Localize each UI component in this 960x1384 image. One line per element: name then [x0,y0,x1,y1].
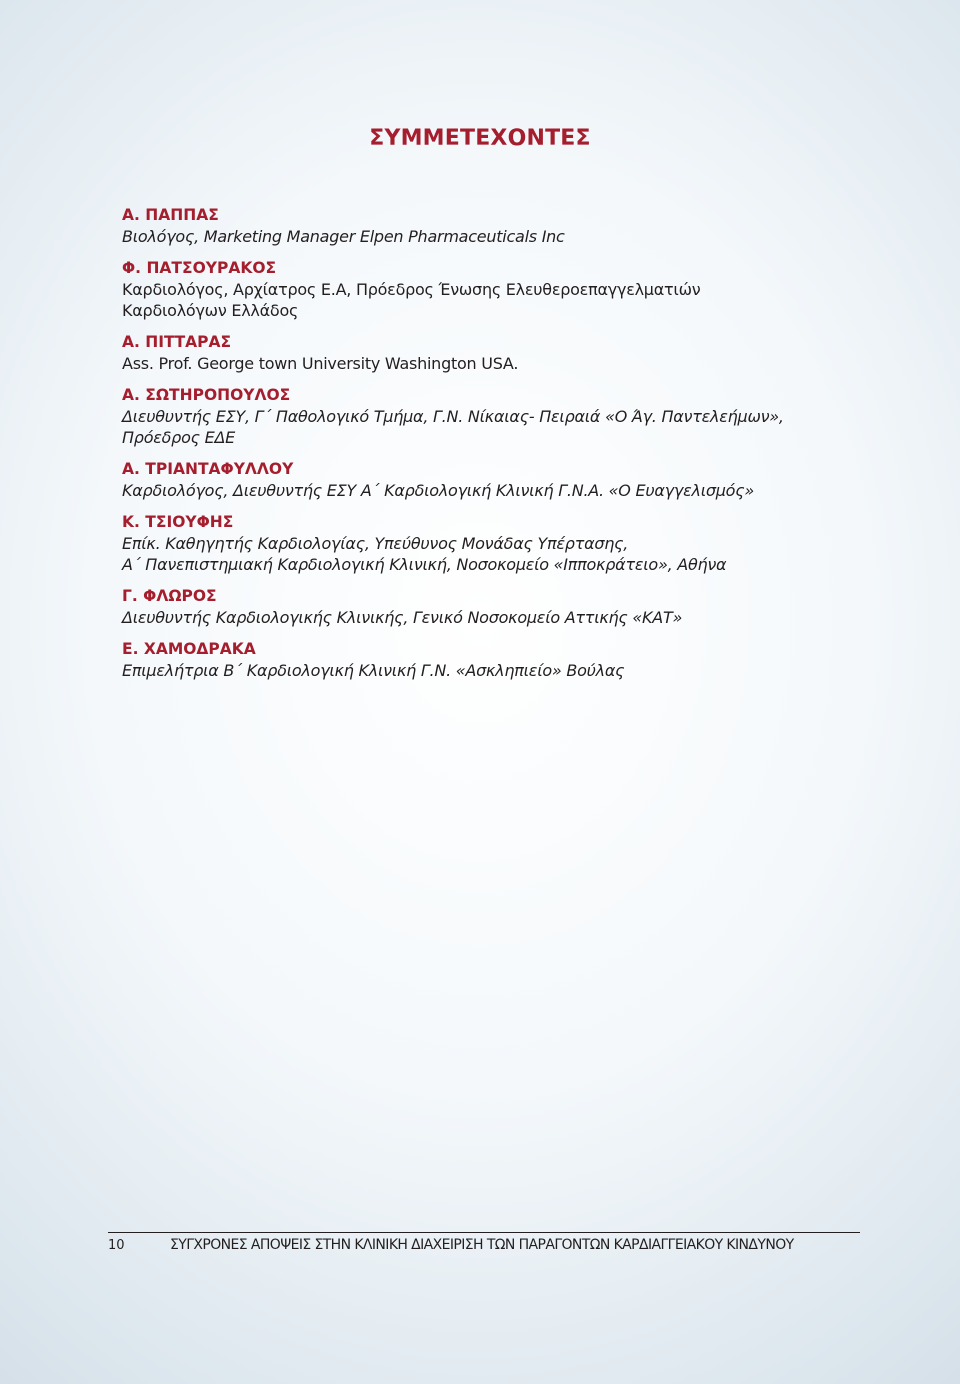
participant-name: Γ. ΦΛΩΡΟΣ [122,587,217,605]
footer-divider [108,1232,860,1233]
participant-role: Διευθυντής Καρδιολογικής Κλινικής, Γενικό Νοσοκομείο Αττικής «ΚΑΤ» [122,608,683,627]
footer-running-title: ΣΥΓΧΡΟΝΕΣ ΑΠΟΨΕΙΣ ΣΤΗΝ ΚΛΙΝΙΚΗ ΔΙΑΧΕΙΡΙΣΗ ΤΩΝ ΠΑΡΑΓΟΝΤΩΝ ΚΑΡΔΙΑΓΓΕΙΑΚΟΥ ΚΙΝΔΥΝΟΥ [170,1237,794,1253]
participant-entry [122,638,822,681]
participant-role: Επιμελήτρια Β΄ Καρδιολογική Κλινική Γ.Ν. «Ασκληπιείο» Βούλας [122,661,625,680]
participant-entry [122,384,822,448]
participant-role: Καρδιολόγος, Διευθυντής ΕΣΥ Α΄ Καρδιολογική Κλινική Γ.Ν.Α. «Ο Ευαγγελισμός» [122,481,754,500]
participant-entry [122,585,822,628]
participant-entry [122,257,822,321]
page-title: ΣΥΜΜΕΤΕΧΟΝΤΕΣ [369,126,591,151]
participant-name: Α. ΤΡΙΑΝΤΑΦΥΛΛΟΥ [122,460,294,478]
participant-name: Φ. ΠΑΤΣΟΥΡΑΚΟΣ [122,259,277,277]
participant-name: Α. ΠΑΠΠΑΣ [122,206,219,224]
participant-name: Κ. ΤΣΙΟΥΦΗΣ [122,513,234,531]
participant-name: Α. ΣΩΤΗΡΟΠΟΥΛΟΣ [122,386,291,404]
participant-name: Ε. ΧΑΜΟΔΡΑΚΑ [122,640,256,658]
page-number: 10 [108,1238,125,1253]
participant-role: Ass. Prof. George town University Washington USA. [122,354,519,373]
participant-entry [122,331,822,374]
participant-entry [122,458,822,501]
participant-entry [122,204,822,247]
participant-role: Επίκ. Καθηγητής Καρδιολογίας, Υπεύθυνος Μονάδας Υπέρτασης, Α΄ Πανεπιστημιακή Καρδιολογική Κλινική, Νοσοκομείο «Ιπποκράτειο», Αθήνα [122,534,727,574]
participant-role: Βιολόγος, Marketing Manager Elpen Pharmaceuticals Inc [122,227,565,246]
participant-role: Καρδιολόγος, Αρχίατρος Ε.Α, Πρόεδρος Ένωσης Ελευθεροεπαγγελματιών Καρδιολόγων Ελλάδος [122,280,701,320]
participant-entry [122,511,822,575]
participants-list [122,204,822,691]
participant-name: Α. ΠΙΤΤΑΡΑΣ [122,333,232,351]
participant-role: Διευθυντής ΕΣΥ, Γ΄ Παθολογικό Τμήμα, Γ.Ν. Νίκαιας- Πειραιά «Ο Άγ. Παντελεήμων», Πρόεδρος ΕΔΕ [122,407,784,447]
